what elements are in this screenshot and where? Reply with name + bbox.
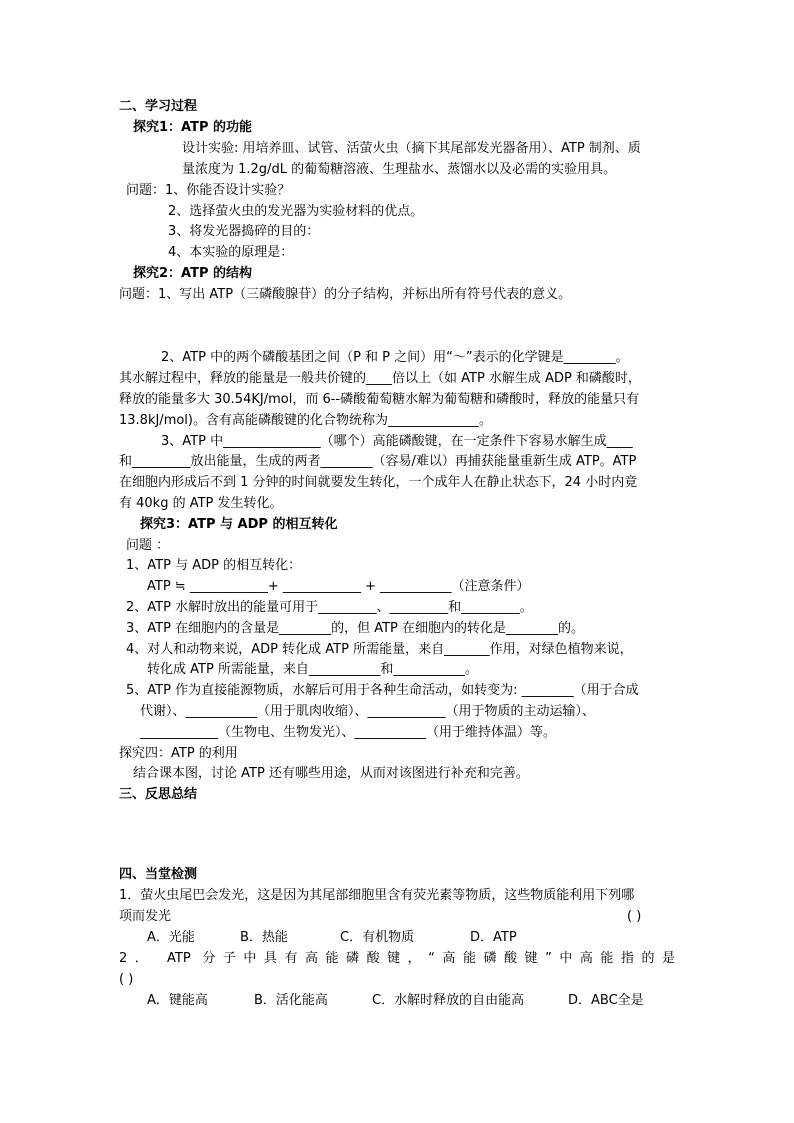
explore-1-design-line-2: 量浓度为 1.2g/dL 的葡萄糖溶液、生理盐水、蒸馏水以及必需的实验用具。	[182, 162, 617, 177]
test-question-1-option-b: B．热能	[240, 930, 288, 945]
explore-3-item-3: 3、ATP 在细胞内的含量是________的，但 ATP 在细胞内的转化是________的。	[126, 621, 584, 636]
test-question-2-line-1: 2． ATP 分子中具有高能磷酸键，“高能磷酸键”中高能指的是	[119, 951, 675, 966]
explore-4-title: 探究四：ATP 的利用	[119, 746, 238, 761]
explore-3-item-2: 2、ATP 水解时放出的能量可用于_________、_________和_________。	[126, 600, 533, 615]
test-question-1-answer-paren: ( )	[627, 909, 642, 924]
test-question-1-option-c: C．有机物质	[340, 930, 415, 945]
explore-3-question-label: 问题 ：	[126, 538, 170, 553]
explore-2-para-2-line-1: 2、ATP 中的两个磷酸基团之间（P 和 P 之间）用“～”表示的化学键是________。	[161, 350, 629, 365]
explore-1-design-line-1: 设计实验: 用培养皿、试管、活萤火虫（摘下其尾部发光器备用）、ATP 制剂、质	[182, 141, 641, 156]
explore-2-para-3-line-3: 在细胞内形成后不到 1 分钟的时间就要发生转化，一个成年人在静止状态下，24 小时内竟	[119, 475, 638, 490]
explore-3-item-5-line-2: 代谢）、___________（用于肌肉收缩）、____________（用于物质的主动运输）、	[140, 704, 596, 719]
test-question-1-line-1: 1．萤火虫尾巴会发光，这是因为其尾部细胞里含有荧光素等物质，这些物质能利用下列哪	[119, 888, 635, 903]
test-question-2-option-b: B．活化能高	[254, 993, 328, 1008]
explore-2-para-2-line-2: 其水解过程中，释放的能量是一般共价键的____倍以上（如 ATP 水解生成 ADP 和磷酸时，	[119, 371, 641, 386]
explore-2-para-3-line-4: 有 40kg 的 ATP 发生转化。	[119, 496, 283, 511]
explore-1-question-4: 4、本实验的原理是：	[168, 245, 294, 260]
explore-3-item-5-line-1: 5、ATP 作为直接能源物质，水解后可用于各种生命活动，如转变为: ________（用于合成	[126, 683, 639, 698]
explore-3-item-5-line-3: ____________（生物电、生物发光）、___________（用于维持体温）等。	[140, 725, 557, 740]
explore-2-question-1: 问题：1、写出 ATP（三磷酸腺苷）的分子结构，并标出所有符号代表的意义。	[119, 287, 572, 302]
test-question-2-line-2: ( )	[119, 972, 134, 987]
explore-3-item-1-equation: ATP ≒ ____________+ ____________ + ___________（注意条件）	[147, 579, 530, 594]
section-3-title: 三、反思总结	[119, 787, 198, 802]
explore-1-question-1: 问题：1、你能否设计实验？	[126, 183, 291, 198]
test-question-2-option-d: D．ABC全是	[568, 993, 644, 1008]
test-question-1-option-a: A．光能	[147, 930, 195, 945]
explore-2-para-2-line-3: 释放的能量多大 30.54KJ/mol，而 6--磷酸葡萄糖水解为葡萄糖和磷酸时，释放的能量只有	[119, 392, 640, 407]
explore-2-para-3-line-1: 3、ATP 中_______________（哪个）高能磷酸键，在一定条件下容易水解生成____	[161, 434, 633, 449]
test-question-2-option-a: A．键能高	[147, 993, 208, 1008]
explore-3-title: 探究3：ATP 与 ADP 的相互转化	[140, 517, 338, 532]
test-question-1-line-2: 项而发光	[119, 909, 172, 924]
explore-1-title: 探究1：ATP 的功能	[133, 120, 253, 135]
explore-1-question-3: 3、将发光器捣碎的目的：	[168, 224, 320, 239]
explore-3-item-1: 1、ATP 与 ADP 的相互转化：	[126, 558, 302, 573]
explore-2-title: 探究2：ATP 的结构	[133, 266, 253, 281]
explore-3-item-4-line-1: 4、对人和动物来说，ADP 转化成 ATP 所需能量，来自_______作用，对绿色植物来说，	[126, 642, 633, 657]
explore-1-question-2: 2、选择萤火虫的发光器为实验材料的优点。	[168, 204, 424, 219]
explore-2-para-2-line-4: 13.8kJ/mol)。含有高能磷酸键的化合物统称为______________。	[119, 413, 492, 428]
test-question-2-option-c: C．水解时释放的自由能高	[372, 993, 525, 1008]
explore-3-item-4-line-2: 转化成 ATP 所需能量，来自___________和___________。	[147, 662, 478, 677]
test-question-1-option-d: D．ATP	[470, 930, 517, 945]
explore-2-para-3-line-2: 和_________放出能量，生成的两者________（容易/难以）再捕获能量重新生成 ATP。ATP	[119, 454, 637, 469]
explore-4-text: 结合课本图，讨论 ATP 还有哪些用途，从而对该图进行补充和完善。	[133, 766, 529, 781]
section-2-title: 二、学习过程	[119, 99, 198, 114]
section-4-title: 四、当堂检测	[119, 867, 198, 882]
